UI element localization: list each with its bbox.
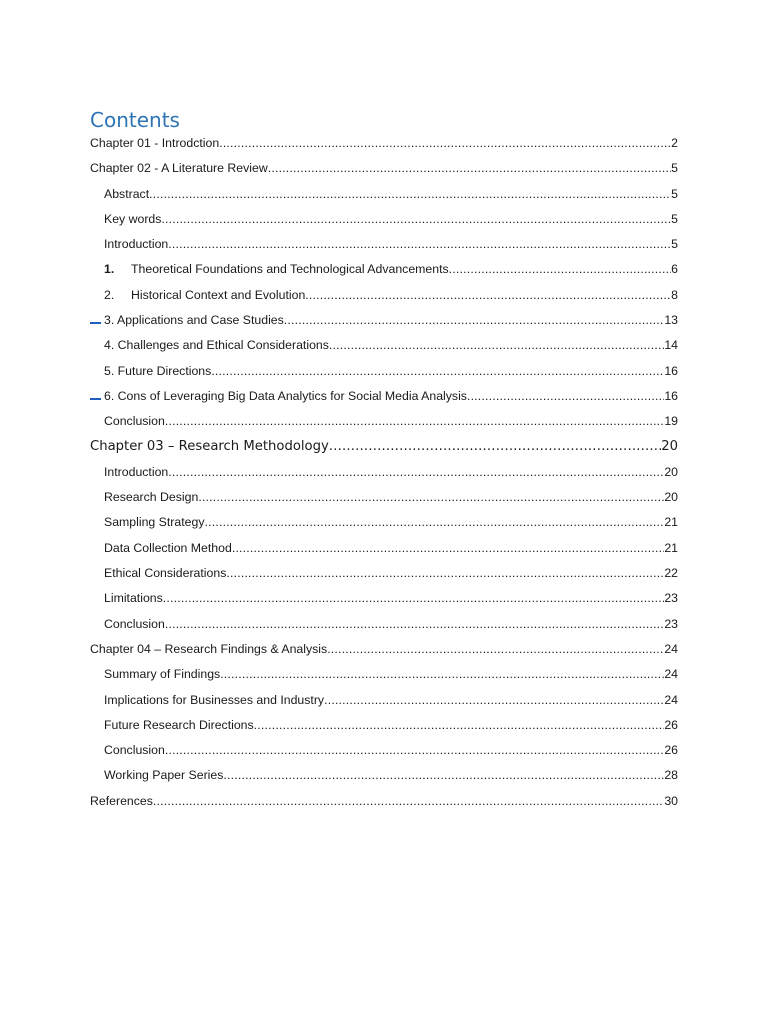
dot-leader: [324, 689, 664, 711]
dot-leader: [211, 360, 664, 382]
toc-entry-conclusion[interactable]: [0, 613, 678, 638]
toc-entry-title: Working Paper Series: [104, 768, 224, 783]
toc-entry-limitations[interactable]: [0, 587, 678, 612]
dot-leader: [467, 385, 664, 407]
dot-leader: [232, 537, 664, 559]
toc-entry-page: 23: [664, 591, 678, 606]
toc-entry-title: Introduction: [104, 464, 169, 479]
toc-entry-title: Theoretical Foundations and Technological Advancements: [131, 262, 449, 277]
dot-leader: [165, 410, 664, 432]
toc-entry-page: 6: [671, 262, 678, 277]
toc-entry-title: Chapter 03 – Research Methodology: [90, 438, 329, 454]
toc-entry-theoretical-foundations[interactable]: [0, 258, 678, 283]
toc-entry-page: 16: [664, 363, 678, 378]
toc-entry-future-directions[interactable]: [0, 360, 678, 385]
toc-entry-abstract[interactable]: [0, 183, 678, 208]
toc-entry-page: 24: [664, 692, 678, 707]
toc-entry-working-paper-series[interactable]: [0, 764, 678, 789]
toc-entry-data-collection[interactable]: [0, 537, 678, 562]
table-of-contents: [0, 132, 768, 815]
toc-entry-page: 8: [671, 287, 678, 302]
toc-entry-page: 5: [671, 237, 678, 252]
dot-leader: [327, 638, 664, 660]
toc-entry-page: 21: [664, 515, 678, 530]
toc-entry-title: Historical Context and Evolution: [131, 287, 306, 302]
dot-leader: [168, 461, 664, 483]
toc-entry-page: 20: [664, 490, 678, 505]
toc-entry-title: Conclusion: [104, 414, 165, 429]
toc-entry-page: 13: [664, 313, 678, 328]
toc-entry-summary-of-findings[interactable]: [0, 663, 678, 688]
toc-entry-introduction[interactable]: [0, 461, 678, 486]
toc-entry-conclusion[interactable]: [0, 410, 678, 435]
toc-entry-page: 26: [664, 743, 678, 758]
toc-entry-page: 21: [664, 540, 678, 555]
dot-leader: [254, 714, 665, 736]
dot-leader: [329, 334, 664, 356]
toc-entry-title: Key words: [104, 211, 162, 226]
toc-entry-title: Conclusion: [104, 743, 165, 758]
toc-entry-page: 5: [671, 211, 678, 226]
bookmark-marker: [90, 398, 101, 400]
toc-entry-page: 5: [671, 186, 678, 201]
dot-leader: [284, 309, 665, 331]
toc-entry-title: Chapter 01 - Introdction: [90, 136, 220, 150]
toc-entry-title: Conclusion: [104, 616, 165, 631]
dot-leader: [449, 258, 672, 280]
toc-entry-title: Chapter 02 - A Literature Review: [90, 161, 268, 176]
dot-leader: [149, 183, 671, 205]
toc-entry-page: 20: [661, 438, 678, 454]
toc-entry-references[interactable]: [0, 790, 678, 815]
toc-entry-ethical-considerations[interactable]: [0, 562, 678, 587]
toc-entry-page: 20: [664, 464, 678, 479]
toc-entry-implications[interactable]: [0, 689, 678, 714]
toc-entry-page: 16: [664, 388, 678, 403]
toc-entry-page: 24: [664, 667, 678, 682]
toc-entry-title: References: [90, 793, 153, 808]
dot-leader: [165, 613, 664, 635]
dot-leader: [305, 284, 671, 306]
toc-entry-page: 23: [664, 616, 678, 631]
toc-entry-number: 2.: [104, 287, 115, 302]
toc-entry-conclusion[interactable]: [0, 739, 678, 764]
toc-entry-title: Future Research Directions: [104, 717, 254, 732]
toc-entry-title: 6. Cons of Leveraging Big Data Analytics for Social Media Analysis: [104, 388, 467, 403]
toc-entry-applications[interactable]: [0, 309, 678, 334]
toc-entry-title: Limitations: [104, 591, 163, 606]
toc-entry-title: Implications for Businesses and Industry: [104, 692, 325, 707]
toc-entry-chapter-02[interactable]: [0, 157, 678, 182]
toc-entry-key-words[interactable]: [0, 208, 678, 233]
toc-entry-page: 14: [664, 338, 678, 353]
dot-leader: [268, 157, 671, 179]
toc-entry-page: 2: [671, 136, 678, 150]
toc-entry-cons-big-data[interactable]: [0, 385, 678, 410]
toc-entry-title: Research Design: [104, 490, 199, 505]
dot-leader: [220, 663, 664, 685]
toc-entry-title: 4. Challenges and Ethical Considerations: [104, 338, 329, 353]
toc-entry-page: 30: [664, 793, 678, 808]
toc-entry-title: Introduction: [104, 237, 169, 252]
toc-entry-page: 26: [664, 717, 678, 732]
toc-entry-title: Summary of Findings: [104, 667, 221, 682]
dot-leader: [226, 562, 664, 584]
toc-entry-title: 5. Future Directions: [104, 363, 212, 378]
toc-entry-title: Ethical Considerations: [104, 566, 227, 581]
toc-heading: Contents: [90, 108, 180, 132]
toc-entry-chapter-01[interactable]: [0, 132, 678, 157]
toc-entry-chapter-03[interactable]: [0, 436, 678, 461]
toc-entry-page: 24: [664, 641, 678, 656]
toc-entry-title: Data Collection Method: [104, 540, 232, 555]
dot-leader: [223, 764, 664, 786]
toc-entry-chapter-04[interactable]: [0, 638, 678, 663]
toc-entry-challenges[interactable]: [0, 334, 678, 359]
dot-leader: [163, 587, 665, 609]
dot-leader: [329, 436, 661, 458]
toc-entry-page: 5: [671, 161, 678, 176]
toc-entry-title: Chapter 04 – Research Findings & Analysis: [90, 641, 328, 656]
toc-entry-title: Abstract: [104, 186, 150, 201]
toc-entry-sampling-strategy[interactable]: [0, 511, 678, 536]
dot-leader: [198, 486, 664, 508]
dot-leader: [219, 132, 671, 154]
dot-leader: [165, 739, 664, 761]
toc-entry-introduction[interactable]: [0, 233, 678, 258]
dot-leader: [161, 208, 671, 230]
toc-entry-future-research[interactable]: [0, 714, 678, 739]
dot-leader: [153, 790, 664, 812]
toc-entry-title: 3. Applications and Case Studies: [104, 313, 284, 328]
dot-leader: [168, 233, 671, 255]
toc-entry-page: 22: [664, 566, 678, 581]
toc-entry-title: Sampling Strategy: [104, 515, 205, 530]
toc-entry-page: 28: [664, 768, 678, 783]
toc-entry-research-design[interactable]: [0, 486, 678, 511]
bookmark-marker: [90, 322, 101, 324]
toc-entry-historical-context[interactable]: [0, 284, 678, 309]
dot-leader: [204, 511, 664, 533]
toc-entry-number: 1.: [104, 262, 115, 277]
toc-entry-page: 19: [664, 414, 678, 429]
